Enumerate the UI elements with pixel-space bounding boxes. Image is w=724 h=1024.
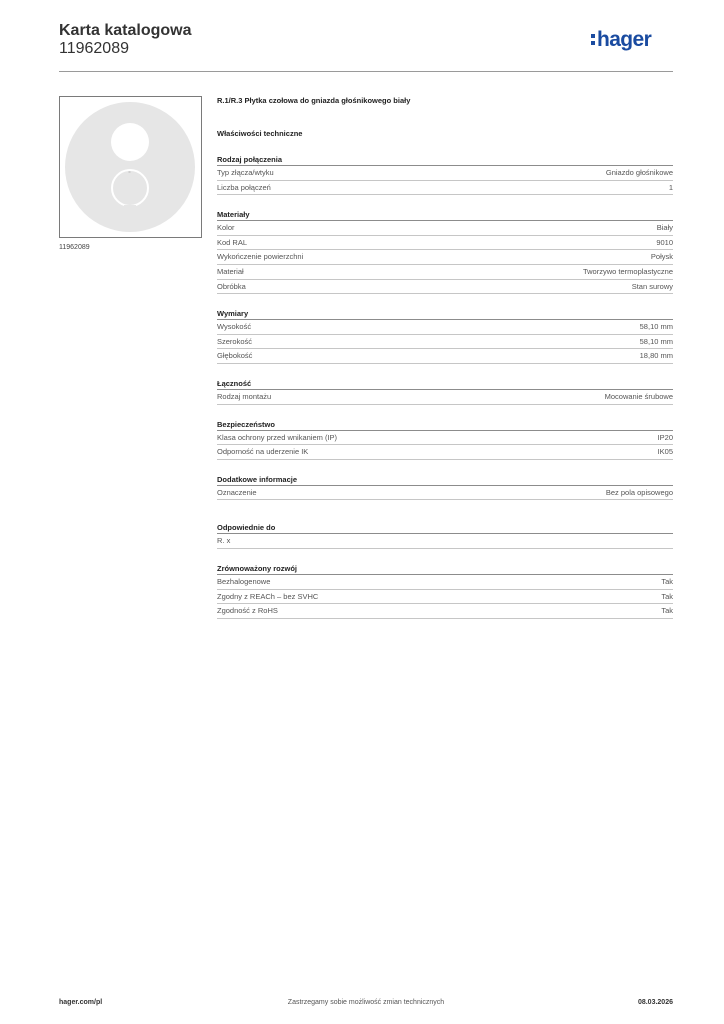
property-section bbox=[217, 419, 673, 460]
property-label: Odporność na uderzenie IK bbox=[217, 447, 309, 457]
property-row bbox=[217, 221, 673, 236]
page-footer bbox=[59, 999, 673, 1011]
property-row bbox=[217, 250, 673, 265]
property-row bbox=[217, 335, 673, 350]
property-value: 18,80 mm bbox=[639, 351, 673, 361]
section-heading: Materiały bbox=[217, 209, 673, 221]
svg-text:hager: hager bbox=[597, 28, 652, 51]
property-section bbox=[217, 308, 673, 364]
product-image bbox=[59, 96, 202, 238]
property-row bbox=[217, 236, 673, 251]
section-heading: Rodzaj połączenia bbox=[217, 154, 673, 166]
property-section bbox=[217, 209, 673, 294]
property-row bbox=[217, 181, 673, 196]
property-label: Materiał bbox=[217, 266, 244, 276]
property-section bbox=[217, 378, 673, 405]
property-label: Typ złącza/wtyku bbox=[217, 168, 274, 177]
property-value: Mocowanie śrubowe bbox=[604, 391, 673, 401]
section-heading: Wymiary bbox=[217, 308, 673, 320]
section-heading: Dodatkowe informacje bbox=[217, 474, 673, 486]
property-row bbox=[217, 575, 673, 590]
property-label: Klasa ochrony przed wnikaniem (IP) bbox=[217, 432, 338, 442]
property-section bbox=[217, 154, 673, 195]
property-section bbox=[217, 522, 673, 549]
property-value: Gniazdo głośnikowe bbox=[605, 168, 673, 177]
property-value: Tworzywo termoplastyczne bbox=[582, 266, 673, 276]
property-label: Kod RAL bbox=[217, 237, 248, 247]
property-row bbox=[217, 431, 673, 446]
property-row bbox=[217, 534, 673, 549]
section-heading: Odpowiednie do bbox=[217, 522, 673, 534]
image-caption: 11962089 bbox=[59, 244, 90, 251]
property-row bbox=[217, 349, 673, 364]
property-value: Biały bbox=[656, 223, 673, 233]
property-value: Połysk bbox=[650, 252, 673, 262]
property-label: Obróbka bbox=[217, 281, 246, 291]
property-value: Tak bbox=[661, 606, 673, 616]
property-label: Wykończenie powierzchni bbox=[217, 252, 304, 262]
property-value: 9010 bbox=[656, 237, 673, 247]
product-details bbox=[217, 94, 673, 619]
property-label: Liczba połączeń bbox=[217, 182, 271, 192]
property-value: 58,10 mm bbox=[639, 322, 673, 332]
property-label: Oznaczenie bbox=[217, 487, 257, 497]
property-row bbox=[217, 486, 673, 501]
cover-plate-illustration bbox=[60, 97, 201, 237]
property-label: Zgodność z RoHS bbox=[217, 606, 278, 616]
document-header bbox=[59, 20, 673, 72]
property-sections bbox=[217, 154, 673, 619]
property-label: Wysokość bbox=[217, 322, 252, 332]
property-label: R. x bbox=[217, 536, 231, 546]
section-heading: Bezpieczeństwo bbox=[217, 419, 673, 431]
property-value: 58,10 mm bbox=[639, 336, 673, 346]
property-row bbox=[217, 320, 673, 335]
document-title: Karta katalogowa bbox=[59, 22, 192, 39]
section-heading: Łączność bbox=[217, 378, 673, 390]
property-row bbox=[217, 604, 673, 619]
property-value: Tak bbox=[661, 576, 673, 586]
property-section bbox=[217, 474, 673, 501]
property-value: Stan surowy bbox=[631, 281, 673, 291]
footer-date: 08.03.2026 bbox=[637, 999, 673, 1006]
property-value: IP20 bbox=[657, 432, 673, 442]
property-label: Szerokość bbox=[217, 336, 253, 346]
product-title: R.1/R.3 Płytka czołowa do gniazda głośnikowego biały bbox=[217, 96, 411, 105]
property-label: Kolor bbox=[217, 223, 235, 233]
property-label: Głębokość bbox=[217, 351, 253, 361]
property-label: Zgodny z REACh – bez SVHC bbox=[217, 591, 319, 601]
property-row bbox=[217, 265, 673, 280]
footer-note: Zastrzegamy sobie możliwość zmian technicznych bbox=[287, 999, 445, 1006]
property-value: IK05 bbox=[657, 447, 673, 457]
section-heading: Zrównoważony rozwój bbox=[217, 563, 673, 575]
property-row bbox=[217, 590, 673, 605]
properties-title: Właściwości techniczne bbox=[217, 129, 303, 138]
property-section bbox=[217, 563, 673, 619]
property-label: Bezhalogenowe bbox=[217, 576, 271, 586]
property-row bbox=[217, 166, 673, 181]
hager-logo bbox=[589, 24, 673, 56]
property-row bbox=[217, 280, 673, 295]
property-value: Bez pola opisowego bbox=[605, 487, 673, 497]
property-row bbox=[217, 445, 673, 460]
footer-url[interactable]: hager.com/pl bbox=[59, 999, 103, 1006]
property-value: 1 bbox=[668, 182, 673, 192]
property-value: Tak bbox=[661, 591, 673, 601]
document-number: 11962089 bbox=[59, 40, 129, 57]
property-label: Rodzaj montażu bbox=[217, 391, 272, 401]
property-row bbox=[217, 390, 673, 405]
